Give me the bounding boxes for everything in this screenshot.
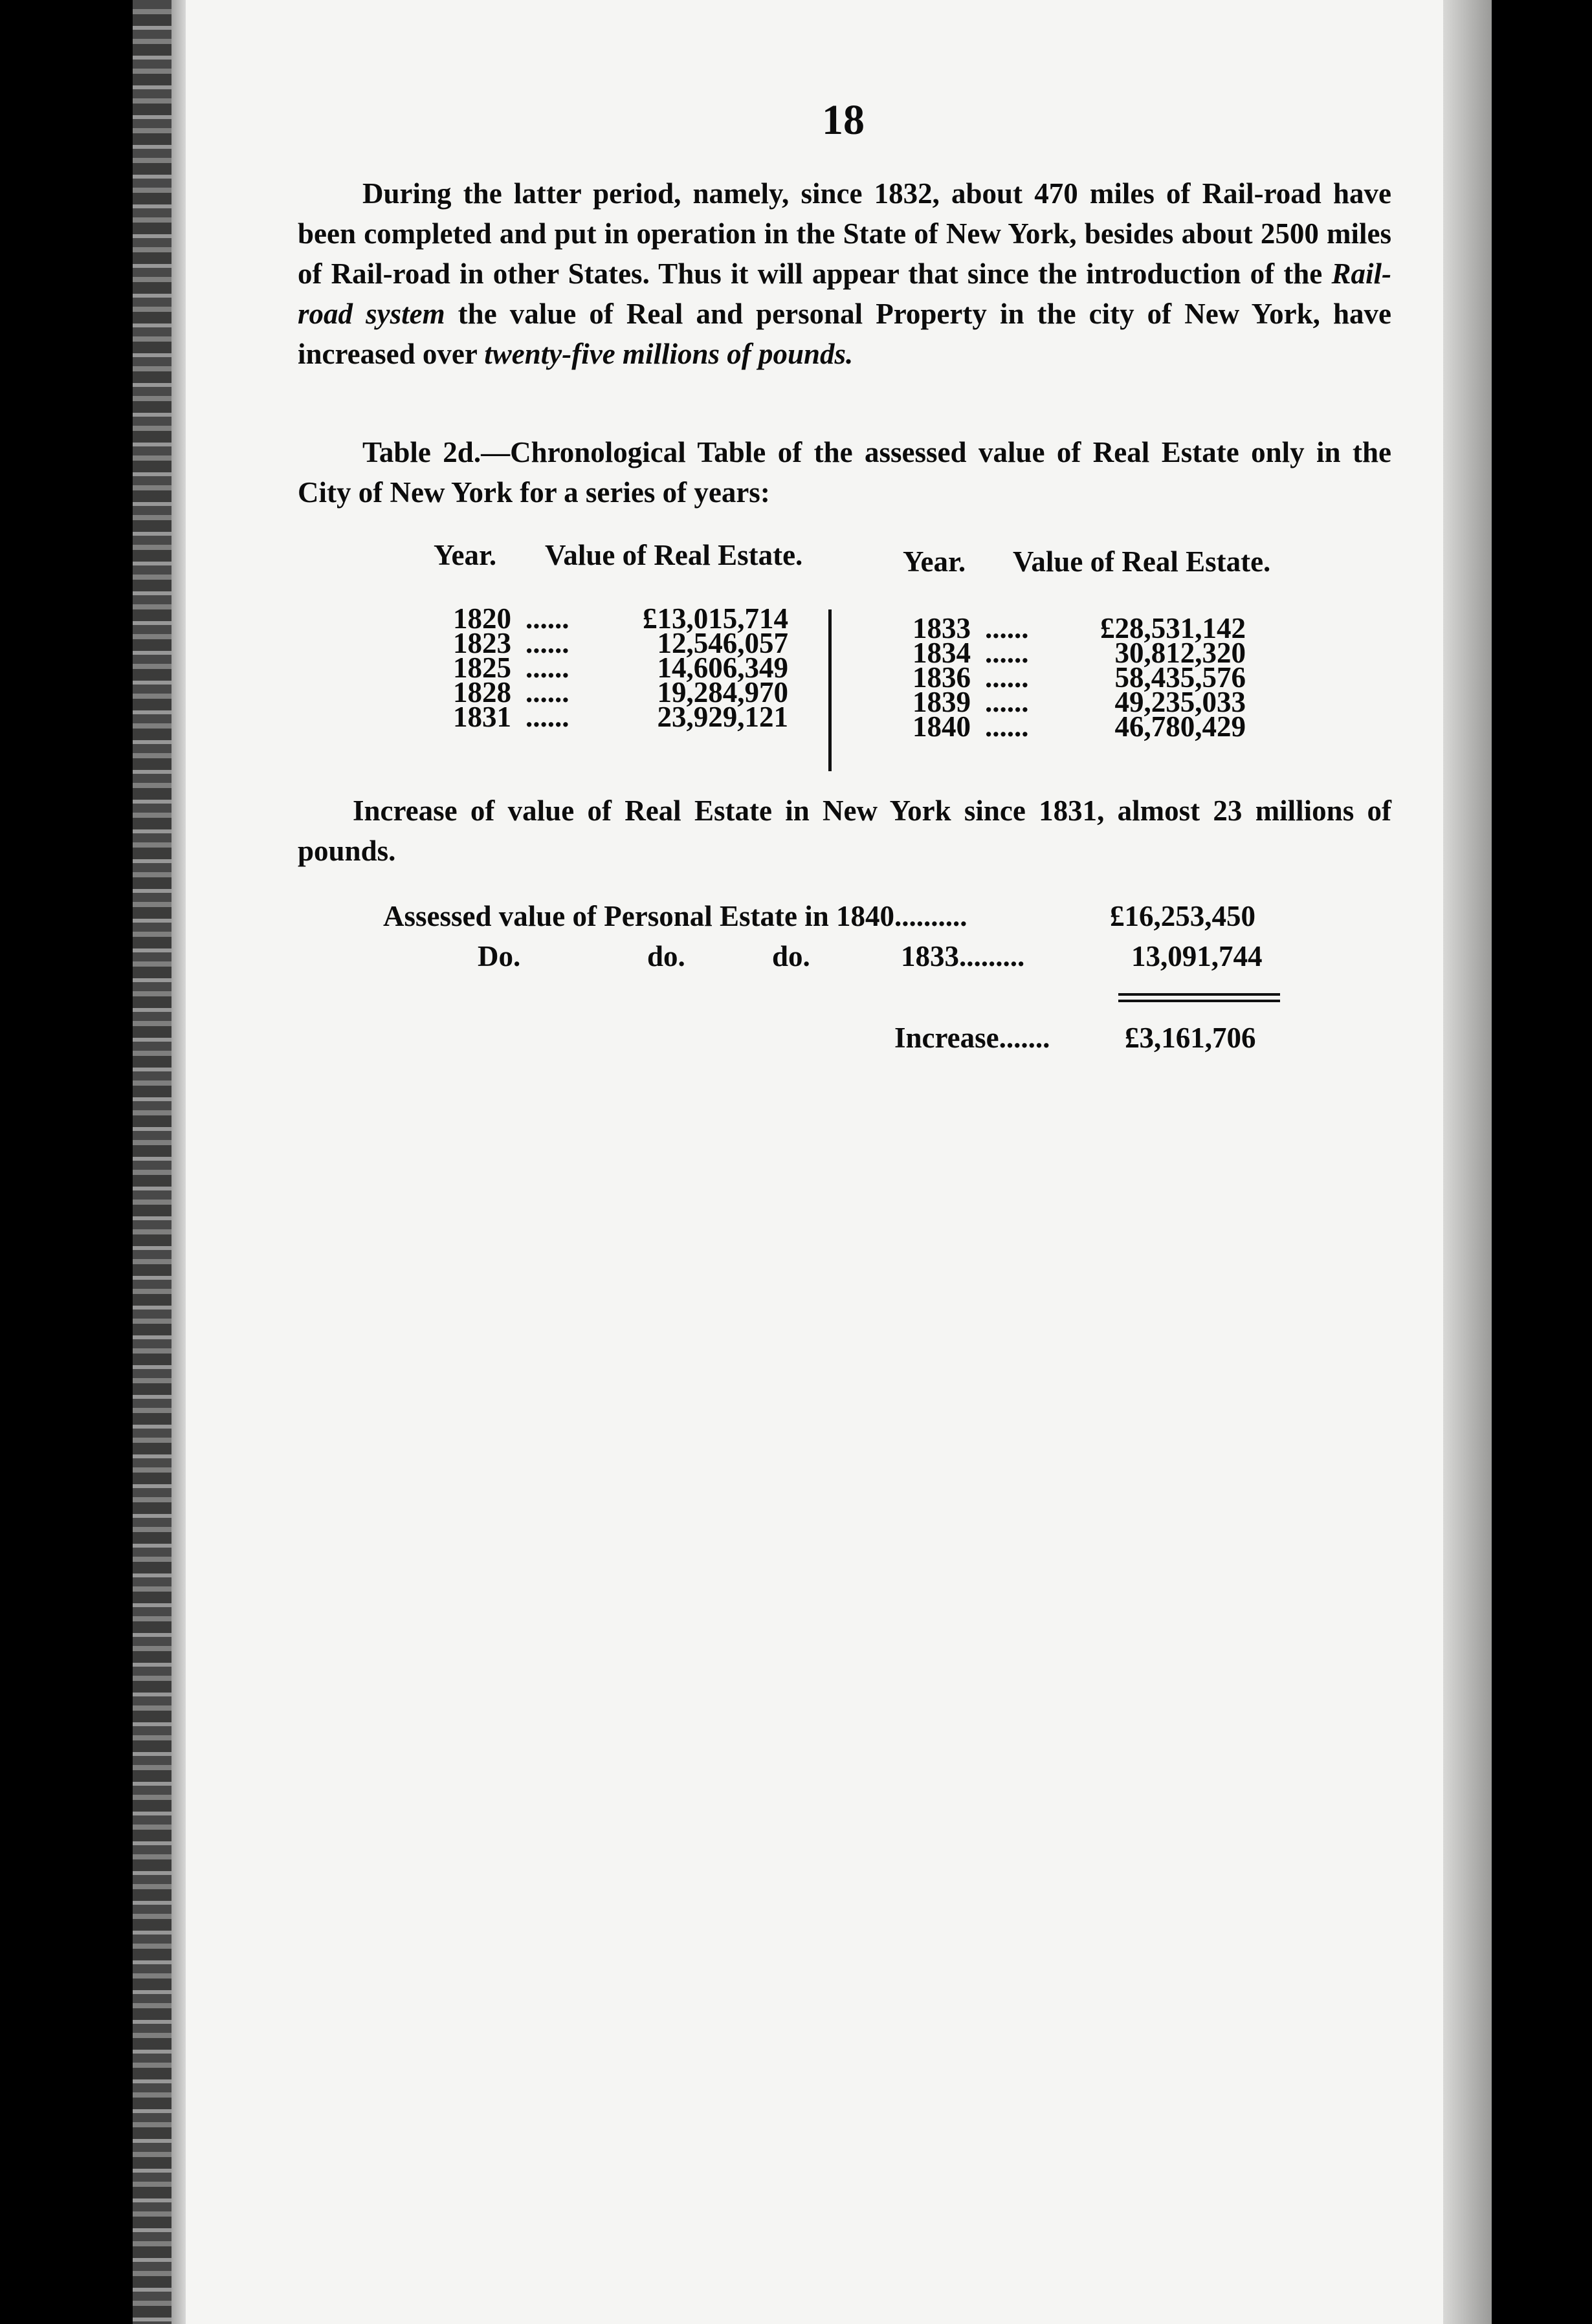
left-year-4: 1831 xyxy=(453,701,511,733)
left-year-0: 1820 xyxy=(453,602,511,635)
increase-value: £3,161,706 xyxy=(1125,1022,1256,1054)
right-year-4: 1840 xyxy=(912,710,971,743)
right-year-2: 1836 xyxy=(912,661,971,694)
left-dots-2: ...... xyxy=(525,652,569,684)
personal-estate-line-2-year: 1833......... xyxy=(901,940,1025,972)
binding-edge xyxy=(133,0,171,2324)
right-year-1: 1834 xyxy=(912,637,971,669)
left-year-2: 1825 xyxy=(453,652,511,684)
right-dots-4: ...... xyxy=(985,710,1029,743)
sum-rule xyxy=(1118,993,1280,996)
personal-estate-line-2-value: 13,091,744 xyxy=(1131,940,1263,972)
personal-estate-line-1-value: £16,253,450 xyxy=(1110,900,1255,932)
right-year-0: 1833 xyxy=(912,612,971,644)
binding-shadow xyxy=(171,0,186,2324)
sum-rule-double xyxy=(1118,1000,1280,1002)
right-year-3: 1839 xyxy=(912,686,971,718)
left-value-1: 12,546,057 xyxy=(657,627,788,659)
increase-label: Increase....... xyxy=(894,1022,1050,1054)
column-header-year-left: Year. xyxy=(434,539,497,571)
column-divider xyxy=(828,609,832,771)
column-header-value-left: Value of Real Estate. xyxy=(545,539,803,571)
left-value-2: 14,606,349 xyxy=(657,652,788,684)
paragraph-text-1: During the latter period, namely, since 1832, about 470 miles of Rail-road have been completed and put in operation in the State of New York, besides about 2500 miles of Rail-road in other States. Thus it will appear that since the introduction of the xyxy=(298,177,1391,290)
personal-estate-do-2: do. xyxy=(647,940,685,972)
right-dots-0: ...... xyxy=(985,612,1029,644)
left-year-1: 1823 xyxy=(453,627,511,659)
right-dots-3: ...... xyxy=(985,686,1029,718)
left-dots-1: ...... xyxy=(525,627,569,659)
right-dots-1: ...... xyxy=(985,637,1029,669)
page-edge xyxy=(1443,0,1492,2324)
paragraph-emphasis-2: twenty-five millions of pounds. xyxy=(484,338,854,370)
left-value-0: £13,015,714 xyxy=(643,602,788,635)
personal-estate-do-3: do. xyxy=(772,940,810,972)
left-year-3: 1828 xyxy=(453,676,511,708)
left-dots-4: ...... xyxy=(525,701,569,733)
left-value-4: 23,929,121 xyxy=(657,701,788,733)
increase-note: Increase of value of Real Estate in New York since 1831, almost 23 millions of pounds. xyxy=(298,795,1391,867)
page-number: 18 xyxy=(822,96,865,144)
right-value-1: 30,812,320 xyxy=(1114,637,1246,669)
right-value-3: 49,235,033 xyxy=(1114,686,1246,718)
table-caption: Table 2d.—Chronological Table of the assessed value of Real Estate only in the City of New York for a series of years: xyxy=(298,436,1391,509)
column-header-value-right: Value of Real Estate. xyxy=(1013,545,1271,578)
left-value-3: 19,284,970 xyxy=(657,676,788,708)
left-dots-0: ...... xyxy=(525,602,569,635)
paragraph-text-2: the value of Real and personal Property in the city of New York, have increased over xyxy=(298,298,1392,370)
personal-estate-line-1-label: Assessed value of Personal Estate in 1840.......... xyxy=(383,900,967,932)
left-dots-3: ...... xyxy=(525,676,569,708)
right-value-0: £28,531,142 xyxy=(1100,612,1246,644)
right-dots-2: ...... xyxy=(985,661,1029,694)
right-value-2: 58,435,576 xyxy=(1114,661,1246,694)
body-paragraph xyxy=(298,173,1391,374)
column-header-year-right: Year. xyxy=(903,545,966,578)
paragraph-emphasis-1: Rail-road system xyxy=(298,258,1391,330)
personal-estate-do-1: Do. xyxy=(478,940,521,972)
right-value-4: 46,780,429 xyxy=(1114,710,1246,743)
